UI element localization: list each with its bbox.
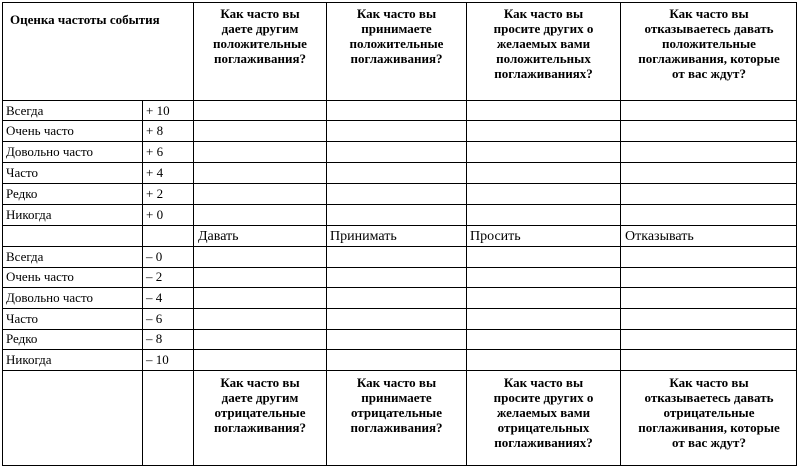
negative-row-value: – 2 — [146, 269, 163, 284]
positive-row-label: Довольно часто — [6, 144, 93, 159]
positive-row-value: + 6 — [146, 144, 164, 159]
action-label-ask: Просить — [470, 229, 521, 244]
negative-row-label: Довольно часто — [6, 290, 93, 305]
action-label-refuse: Отказывать — [625, 229, 694, 244]
footer-question-give: Как часто вы даете другим отрицательные поглаживания? — [214, 375, 306, 435]
negative-row-value: – 8 — [146, 331, 163, 346]
positive-row-value: + 4 — [146, 165, 164, 180]
positive-row-label: Никогда — [6, 207, 52, 222]
negative-row-label: Очень часто — [6, 269, 74, 284]
negative-row-label: Всегда — [6, 249, 44, 264]
header-question-give: Как часто вы даете другим положительные поглаживания? — [213, 6, 307, 66]
table-corner-title: Оценка частоты события — [10, 12, 160, 27]
negative-row-label: Никогда — [6, 352, 52, 367]
negative-row-value: – 10 — [146, 352, 169, 367]
header-question-accept: Как часто вы принимаете положительные поглаживания? — [349, 6, 444, 66]
negative-row-label: Редко — [6, 331, 38, 346]
footer-question-accept: Как часто вы принимаете отрицательные поглаживания? — [350, 375, 443, 435]
positive-row-label: Всегда — [6, 103, 44, 118]
footer-question-ask: Как часто вы просите других о желаемых вами отрицательных поглаживаниях? — [493, 375, 594, 450]
action-label-accept: Принимать — [330, 229, 397, 244]
positive-row-label: Часто — [6, 165, 38, 180]
negative-row-value: – 4 — [146, 290, 163, 305]
footer-question-refuse: Как часто вы отказываетесь давать отрицательные поглаживания, которые от вас ждут? — [638, 375, 780, 450]
header-question-refuse: Как часто вы отказываетесь давать положительные поглаживания, которые от вас ждут? — [638, 6, 780, 81]
negative-row-value: – 6 — [146, 311, 163, 326]
positive-row-value: + 8 — [146, 123, 164, 138]
positive-row-value: + 0 — [146, 207, 164, 222]
positive-row-value: + 2 — [146, 186, 164, 201]
negative-row-label: Часто — [6, 311, 38, 326]
negative-row-value: – 0 — [146, 249, 163, 264]
positive-row-label: Редко — [6, 186, 38, 201]
positive-row-value: + 10 — [146, 103, 170, 118]
action-label-give: Давать — [198, 229, 239, 244]
positive-row-label: Очень часто — [6, 123, 74, 138]
header-question-ask: Как часто вы просите других о желаемых вами положительных поглаживаниях? — [493, 6, 594, 81]
